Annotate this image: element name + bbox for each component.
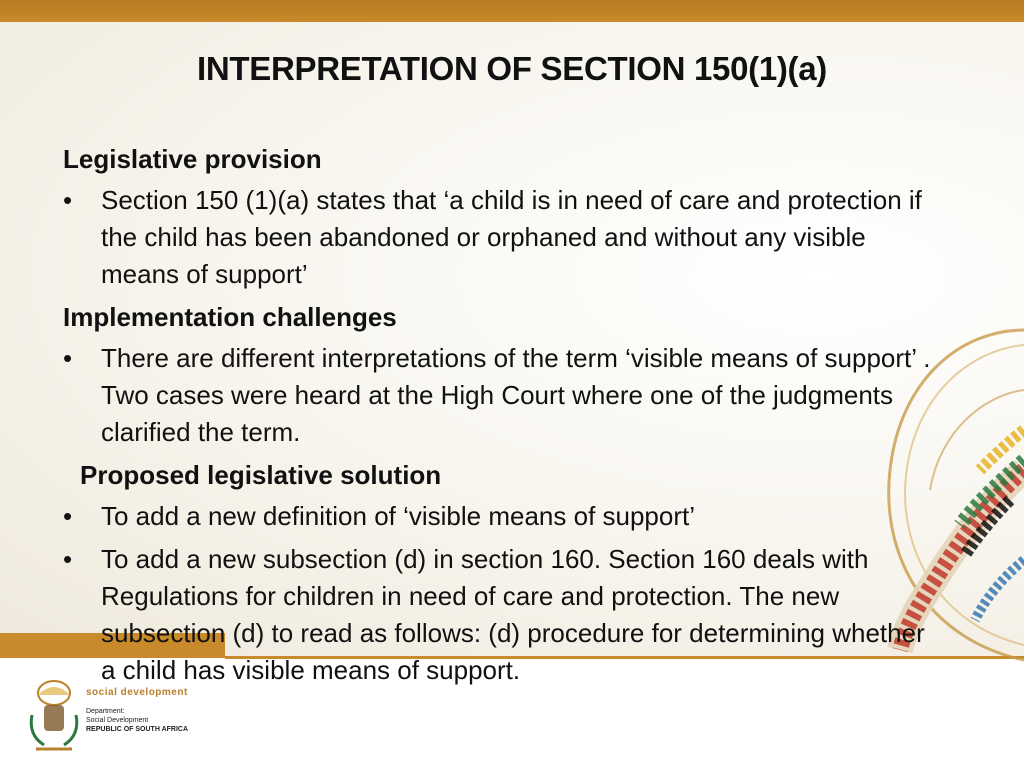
slide-title: INTERPRETATION OF SECTION 150(1)(a) bbox=[196, 50, 827, 87]
bullet-item bbox=[63, 182, 943, 293]
bullet-dot: • bbox=[63, 501, 73, 531]
department-brand-name: social development bbox=[86, 687, 188, 698]
top-accent-bar bbox=[0, 0, 1024, 22]
bullet-text: To add a new subsection (d) in section 160. Section 160 deals with Regulations for children in need of care and protection. The new subsection (d) to read as follows: (d) procedure for determining whether a child has visible means of support. bbox=[101, 544, 925, 685]
bullet-text: To add a new definition of ‘visible means of support’ bbox=[101, 501, 696, 531]
bullet-item bbox=[63, 498, 943, 535]
bullet-dot: • bbox=[63, 185, 73, 215]
department-name: Social Development bbox=[86, 717, 149, 724]
bullet-item bbox=[63, 340, 943, 451]
department-label: Department: bbox=[86, 708, 125, 715]
section-heading-implementation-challenges: Implementation challenges bbox=[63, 302, 397, 332]
country-name: REPUBLIC OF SOUTH AFRICA bbox=[86, 726, 189, 733]
slide-content bbox=[63, 141, 943, 689]
section-heading-proposed-solution: Proposed legislative solution bbox=[80, 460, 442, 490]
bullet-dot: • bbox=[63, 544, 73, 574]
coat-of-arms-logo bbox=[24, 675, 84, 755]
department-details bbox=[86, 707, 188, 734]
bullet-dot: • bbox=[63, 343, 73, 373]
bullet-text: Section 150 (1)(a) states that ‘a child is in need of care and protection if the child has been abandoned or orphaned and without any visible means of support’ bbox=[101, 185, 922, 289]
bullet-text: There are different interpretations of the term ‘visible means of support’ . Two cases were heard at the High Court where one of the judgments clarified the term. bbox=[101, 343, 931, 447]
section-heading-legislative-provision: Legislative provision bbox=[63, 144, 322, 174]
bullet-item bbox=[63, 541, 943, 689]
